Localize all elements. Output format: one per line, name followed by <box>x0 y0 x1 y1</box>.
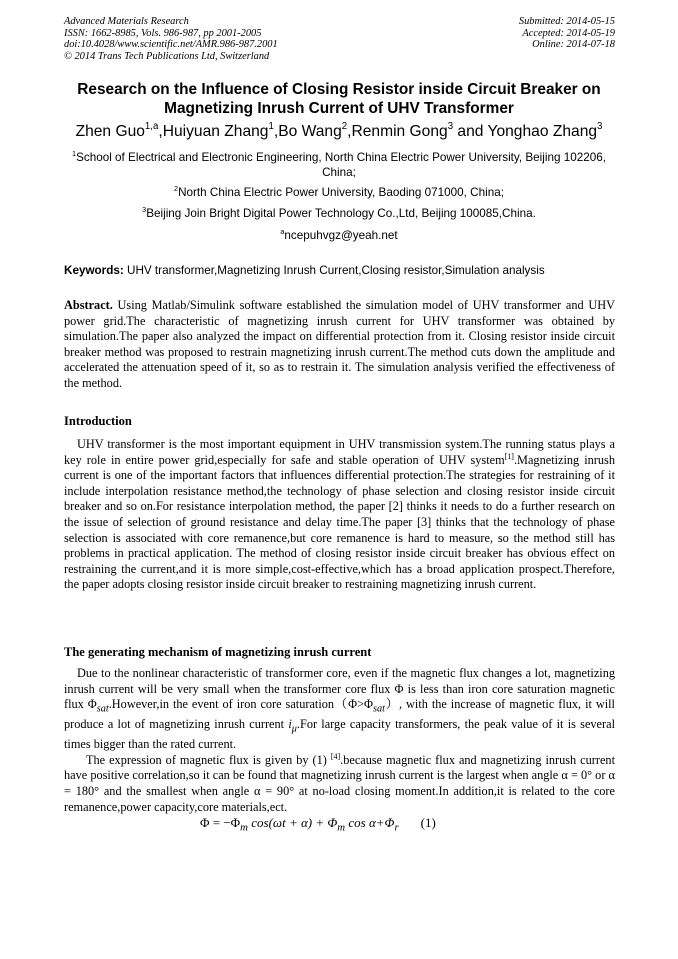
affiliation-2: $^2$North China Electric Power University, Baoding 071000, China; <box>174 183 504 199</box>
citation: [4] <box>330 751 341 761</box>
abstract <box>64 298 615 392</box>
author-affil-mark: 1 <box>268 121 274 133</box>
author-affil-mark: 1,a <box>144 121 159 133</box>
author-name: Bo Wang <box>278 123 342 140</box>
author-list: Zhen Guo$^{1,a}$,Huiyuan Zhang$^1$,Bo Wang$^2$,Renmin Gong$^3$ and Yonghao Zhang$^3$ <box>75 121 603 140</box>
mechanism-body: Due to the nonlinear characteristic of transformer core, even if the magnetic flux changes a lot, magnetizing inrush current will be very small when the transformer core flux Φ is less than iron core saturation magnetic flux $\Phi_{sat}.However,in$ the event of iron core $saturation(\Phi>\Phi_{sat})$, with the increase of magnetic flux, it will produce a lot of magnetizing inrush current $i_\mu.For$ large capacity transformers, the peak value of it is several times bigger than the rated current. The expression of magnetic flux is given by (1) [4].because magnetic flux and magnetizing inrush current have positive correlation,so it can be found that magnetizing inrush current is the largest when angle α = 0° or α = 180° and the smallest when angle α = 90° at no-load closing moment.In addition,it is related to the core remanence,power capacity,core materials,ect. <box>64 666 615 814</box>
issn-line: ISSN: 1662-8985, Vols. 986-987, pp 2001-2005 <box>64 27 262 39</box>
copyright-line: © 2014 Trans Tech Publications Ltd, Switzerland <box>64 50 270 62</box>
author-name: Renmin Gong <box>351 123 448 140</box>
section-heading-introduction: Introduction <box>64 414 132 428</box>
introduction-body: UHV transformer is the most important equipment in UHV transmission system.The running status plays a key role in entire power grid,especially for safe and stable operation of UHV system[1].Magnetizing inrush current is one of the important factors that influences differential protection.The strategies for restraining of it include interpolation resistance method,the technology of phase selection and closing resistor inside circuit breaker and so on.For resistance interpolation method, the paper [2] thinks it needs to do a further research on the issue of selection of ground resistance and delay time.The paper [3] thinks that the technology of phase selection is associated with core remanence,but core remanence is hard to measure, so the method still has problems in practical application. The method of closing resistor inside circuit breaker has obvious effect on restraining the current,and it is more simple,cost-effective,which has a broad application prospect.Therefore, the paper adopts closing resistor inside circuit breaker to restraining magnetizing inrush current. <box>64 437 615 592</box>
abstract-text: Using Matlab/Simulink software established the simulation model of UHV transformer and UHV power grid.The characteristic of magnetizing inrush current for UHV transformer was obtained by simulation.The paper also analyzed the impact on differential protection from it. Closing resistor inside circuit breaker method was proposed to restrain magnetizing inrush current.The method cuts down the amplitude and accelerated the attenuation speed of it, so as to restrain it. The simulation analysis verified the effectiveness of the method. <box>64 298 615 390</box>
online-date: Online: 2014-07-18 <box>532 39 615 51</box>
author-affil-mark: 3 <box>597 121 603 133</box>
keywords-text: UHV transformer,Magnetizing Inrush Current,Closing resistor,Simulation analysis <box>123 264 545 277</box>
keywords-label: Keywords: <box>64 264 124 277</box>
author-name: Huiyuan Zhang <box>162 123 269 140</box>
equation-1: $\Phi = -\Phi_m$ $\cos(\omega t + \alpha) + \Phi_m$ $\cos \alpha+\Phi_r$ (1) <box>200 815 436 834</box>
affiliation-1: $^1$School of Electrical and Electronic Engineering, North China Electric Power University, Beijing 102206, China; <box>72 148 606 179</box>
author-name: Zhen Guo <box>75 123 145 140</box>
section-heading-mechanism: The generating mechanism of magnetizing inrush current <box>64 645 372 659</box>
doi-line: doi:10.4028/www.scientific.net/AMR.986-987.2001 <box>64 39 278 51</box>
abstract-label: Abstract. <box>64 298 113 312</box>
author-affil-mark: 2 <box>341 121 348 133</box>
journal-name: Advanced Materials Research <box>64 16 189 27</box>
paper-title: Research on the Influence of Closing Resistor inside Circuit Breaker on Magnetizing Inrush Current of UHV Transformer <box>77 81 601 117</box>
contact-email: $^a$ncepuhvgz@yeah.net <box>280 226 398 242</box>
dates-header <box>519 16 615 51</box>
equation-number: (1) <box>420 815 436 830</box>
author-affil-mark: 3 <box>447 121 454 133</box>
accepted-date: Accepted: 2014-05-19 <box>522 27 615 39</box>
author-name: Yonghao Zhang <box>487 123 598 140</box>
submitted-date: Submitted: 2014-05-15 <box>518 16 615 27</box>
journal-header <box>64 16 278 62</box>
keywords <box>64 264 624 278</box>
affiliation-3: $^3$Beijing Join Bright Digital Power Technology Co.,Ltd, Beijing 100085,China. <box>142 204 536 220</box>
citation: [1] <box>504 451 514 461</box>
